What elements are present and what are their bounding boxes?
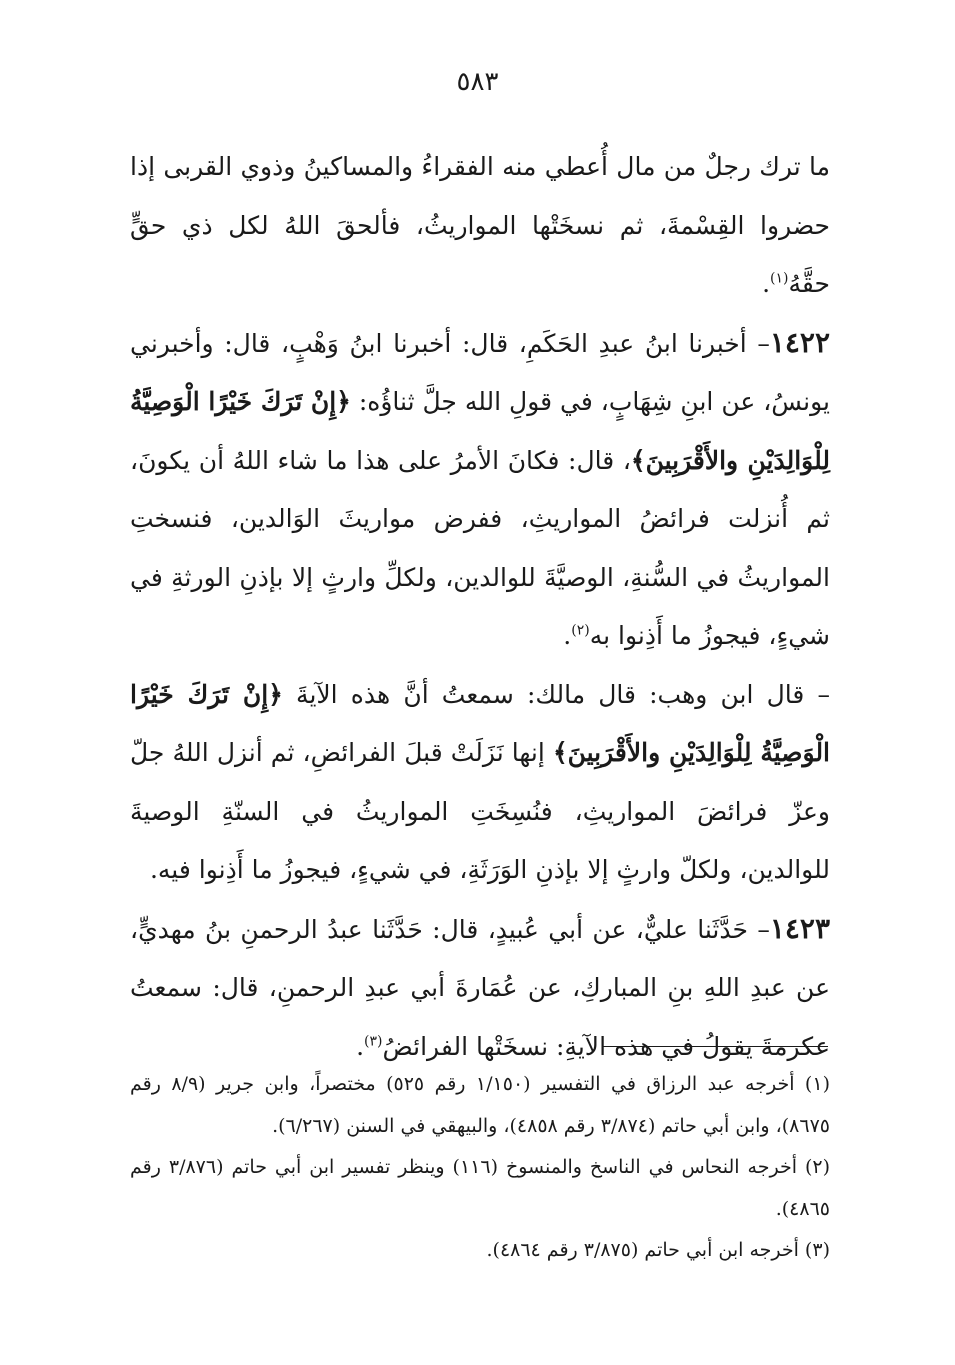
footnote-separator [603, 1046, 828, 1047]
text-run: – قال ابن وهب: قال مالك: سمعتُ أنَّ هذه الآيةَ [282, 679, 830, 709]
footnote-ref[interactable]: (٢) [571, 622, 590, 639]
main-text [130, 138, 830, 1076]
text-run: . [762, 269, 771, 298]
paragraph [130, 666, 830, 900]
footnotes [130, 1064, 830, 1272]
text-run: . [563, 621, 572, 650]
paragraph [130, 900, 830, 1077]
text-run: ما ترك رجلٌ من مال أُعطي منه الفقراءُ والمساكينُ وذوي القربى إذا حضروا القِسْمةَ، ثم نسخَتْها المواريثُ، فألحقَ اللهُ لكل ذي حقٍّ حقَّهُ [130, 152, 830, 298]
footnote: (٣) أخرجه ابن أبي حاتم (٣/٨٧٥ رقم ٤٨٦٤). [486, 1239, 830, 1261]
hadith-number: ١٤٢٢ [769, 325, 830, 359]
text-run: . [356, 1031, 365, 1061]
text-run: – حَدَّثَنا عليٌّ، عن أبي عُبيدٍ، قال: حَدَّثَنا عبدُ الرحمنِ بنُ مهديٍّ، عن عبدِ اللهِ بنِ المباركِ، عن عُمَارةَ أبي عبدِ الرحمنِ، قال: سمعتُ عكرمةَ يقولُ في هذه الآيةِ: نسخَتْها الفرائضُ [130, 914, 830, 1061]
quran-verse: ﴿إِنْ تَرَكَ خَيْرًا الْوَصِيَّةُ لِلْوَالِدَيْنِ والأَقْرَبِينَ﴾ [130, 387, 830, 475]
hadith-number: ١٤٢٣ [769, 911, 830, 945]
footnote: (١) أخرجه عبد الرزاق في التفسير (١/١٥٠ رقم ٥٢٥) مختصراً، وابن جرير (٨/٩ رقم ٨٦٧٥)، وابن أبي حاتم (٣/٨٧٤ رقم ٤٨٥٨)، والبيهقي في السنن (٦/٢٦٧). [130, 1073, 830, 1137]
footnote: (٢) أخرجه النحاس في الناسخ والمنسوخ (١١٦) وينظر تفسير ابن أبي حاتم (٣/٨٧٦ رقم ٤٨٦٥). [130, 1156, 830, 1220]
footnote-ref[interactable]: (١) [770, 270, 789, 287]
text-run: ، قال: فكانَ الأمرُ على هذا ما شاء اللهُ أن يكونَ، ثم أُنزلت فرائضُ المواريثِ، ففرض مواريثَ الوَالدين، فنسختِ المواريثُ في السُّنةِ، الوصيَّةَ للوالدين، ولكلِّ وارثٍ إلا بإذنِ الورثةِ في شيءٍ، فيجوزُ ما أَذِنوا به [130, 445, 830, 650]
footnote-ref[interactable]: (٣) [364, 1033, 383, 1050]
text-run: إنها نَزَلَتْ قبلَ الفرائضِ، ثم أنزل اللهُ جلّ وعزّ فرائضَ المواريثِ، فنُسِخَتِ المواريثُ في السنّةِ الوصيةَ للوالدين، ولكلّ وارثٍ إلا بإذنِ الوَرَثَةِ، في شيءٍ، فيجوزُ ما أَذِنوا فيه. [130, 738, 830, 884]
page-number: ٥٨٣ [456, 67, 499, 97]
quran-verse: ﴿إِنْ تَرَكَ خَيْرًا الْوَصِيَّةُ لِلْوَالِدَيْنِ والأَقْرَبِينَ﴾ [130, 679, 831, 767]
paragraph [130, 138, 830, 314]
text-run: – أخبرنا ابنُ عبدِ الحَكَمِ، قال: أخبرنا ابنُ وَهْبٍ، قال: وأخبرني يونسُ، عن ابنِ شِهَابٍ، في قولِ الله جلَّ ثناؤُه: [130, 328, 830, 416]
paragraph [130, 314, 830, 666]
